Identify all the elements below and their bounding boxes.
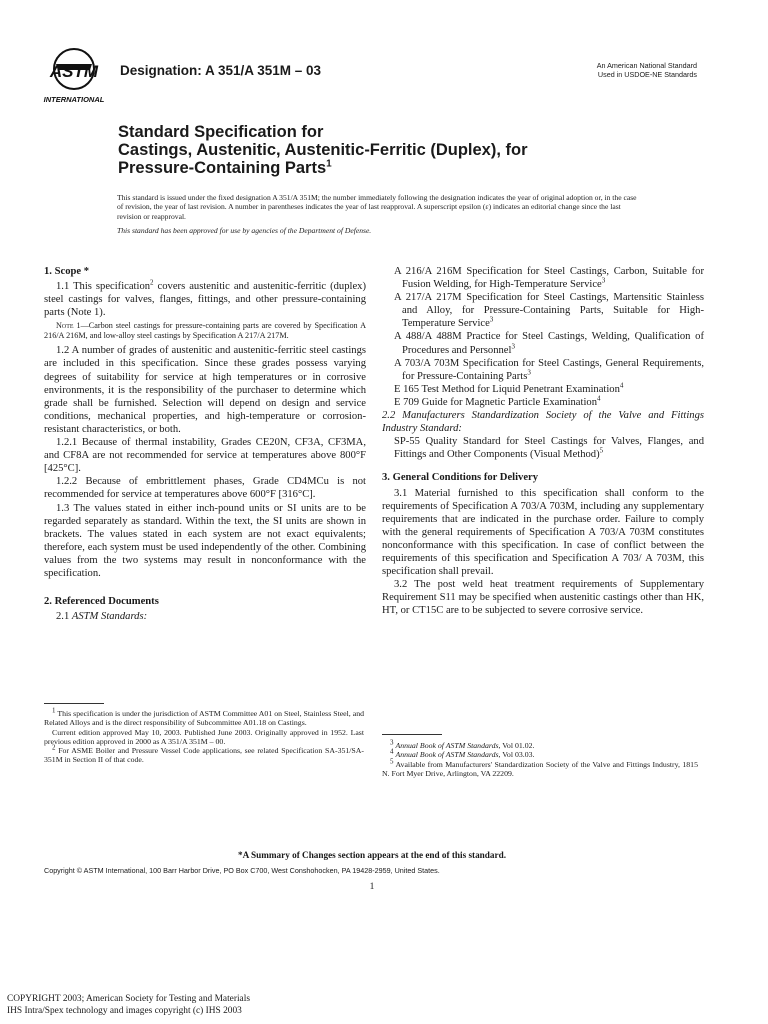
section-3-heading: 3. General Conditions for Delivery — [382, 472, 539, 484]
para-1-3: 1.3 The values stated in either inch-pound units or SI units are to be regarded separately as standard. Within the text, the SI units are shown in brackets. The values stated in each system are not exact equivalents; therefore, each system must be used independently of the other. Combining values from the two systems may result in nonconformance with the specification. — [44, 502, 366, 579]
para-2-2: 2.2 Manufacturers Standardization Society of the Valve and Fittings Industry Standard: — [382, 410, 704, 435]
document-title — [118, 123, 638, 177]
bottom-copyright-line2: IHS Intra/Spex technology and images copyright (c) IHS 2003 — [7, 1006, 242, 1016]
reference-item: A 703/A 703M Specification for Steel Castings, General Requirements, for Pressure-Containing Parts$^3$ — [394, 357, 704, 382]
footnote-1: $^1$ This specification is under the jurisdiction of ASTM Committee A01 on Steel, Stainless Steel, and Related Alloys and is the direct responsibility of Subcommittee A01.18 on Castings. — [44, 706, 364, 728]
title-footnote-ref: 1 — [326, 158, 332, 170]
footnote-2: $^2$ For ASME Boiler and Pressure Vessel Code applications, see related Specification SA-351/SA-351M in Section II of that code. — [44, 743, 364, 765]
footnote-rule-right — [382, 734, 442, 735]
section-2-heading: 2. Referenced Documents — [44, 596, 159, 608]
reference-item: E 165 Test Method for Liquid Penetrant Examination$^4$ — [394, 381, 624, 395]
para-1-2-2: 1.2.2 Because of embrittlement phases, Grade CD4MCu is not recommended for service at temperatures above 600°F [316°C]. — [44, 476, 366, 501]
bottom-copyright — [7, 993, 250, 1017]
reference-item: E 709 Guide for Magnetic Particle Examination$^4$ — [394, 394, 601, 408]
footnote-3: $^3$ Annual Book of ASTM Standards, Vol 01.02. — [390, 738, 535, 750]
reference-item: A 217/A 217M Specification for Steel Castings, Martensitic Stainless and Alloy, for Pressure-Containing Parts, Suitable for High-Temperature Service$^3$ — [394, 292, 704, 330]
title-line2: Castings, Austenitic, Austenitic-Ferritic (Duplex), for — [118, 141, 528, 159]
title-line3: Pressure-Containing Parts — [118, 159, 327, 177]
footnote-rule-left — [44, 703, 104, 704]
page-number: 1 — [369, 882, 375, 892]
notice-text: This standard is issued under the fixed designation A 351/A 351M; the number immediately following the designation indicates the year of original adoption or, in the case of revision, the year of last revision. A number in parentheses indicates the year of last reapproval. A superscript epsilon (ε) indicates an editorial change since the last revision or reapproval. — [117, 193, 637, 221]
footnotes-left — [44, 706, 364, 765]
para-3-1: 3.1 Material furnished to this specification shall conform to the requirements of Specification A 703/A 703M, including any supplementary requirements that are indicated in the purchase order. Failure to comply with the general requirements of Specification A 703/A 703M constitutes nonconformance with this specification. In case of conflict between the requirements of this specification and Specification A 703/ A 703M, this specification shall prevail. — [382, 487, 704, 578]
dod-approval: This standard has been approved for use by agencies of the Department of Defense. — [117, 226, 372, 236]
footnotes-right — [382, 738, 698, 778]
footnote-1-edition: Current edition approved May 10, 2003. Published June 2003. Originally approved in 1952. Last previous edition approved in 2000 as A 351/A 351M – 00. — [44, 727, 364, 746]
reference-item: A 216/A 216M Specification for Steel Castings, Carbon, Suitable for Fusion Welding, for High-Temperature Service$^3$ — [394, 266, 704, 291]
title-line1: Standard Specification for — [118, 123, 324, 141]
national-standard-line1: An American National Standard — [596, 61, 697, 70]
section-1-heading: 1. Scope * — [44, 266, 90, 277]
para-1-1: 1.1 This specification$^2$ covers austenitic and austenitic-ferritic (duplex) steel castings for valves, flanges, fittings, and other pressure-containing parts (Note 1). — [44, 278, 366, 319]
copyright-line: Copyright © ASTM International, 100 Barr Harbor Drive, PO Box C700, West Conshohocken, PA 19428-2959, United States. — [44, 866, 440, 875]
astm-reference-list — [382, 265, 704, 409]
reference-item: A 488/A 488M Practice for Steel Castings, Welding, Qualification of Procedures and Personnel$^3$ — [394, 331, 704, 356]
right-column — [382, 265, 704, 617]
standard-notice — [117, 193, 637, 236]
summary-of-changes-note: *A Summary of Changes section appears at the end of this standard. — [238, 850, 506, 860]
national-standard-note — [597, 62, 697, 79]
para-2-1: 2.1 ASTM Standards: — [56, 611, 148, 623]
logo-text: INTERNATIONAL — [43, 95, 105, 104]
footnote-5: $^5$ Available from Manufacturers' Standardization Society of the Valve and Fittings Industry, 1815 N. Fort Myer Drive, Arlington, VA 22209. — [382, 757, 698, 778]
para-1-2-1: 1.2.1 Because of thermal instability, Grades CE20N, CF3A, CF3MA, and CF8A are not recommended for service at temperatures above 800°F [425°C]. — [44, 437, 366, 475]
note-1: Note 1—Carbon steel castings for pressure-containing parts are covered by Specification A 216/A 216M, and low-alloy steel castings by Specification A 217/A 217M. — [44, 321, 366, 341]
national-standard-line2: Used in USDOE-NE Standards — [597, 69, 697, 79]
designation: Designation: A 351/A 351M – 03 — [120, 63, 322, 78]
para-1-2: 1.2 A number of grades of austenitic and austenitic-ferritic steel castings are included in this specification. Since these grades possess varying degrees of suitability for service at high temperatures or in corrosive environments, it is the responsibility of the purchaser to determine which grade shall be furnished. Selection will depend on design and service conditions, mechanical properties, and high-temperature or corrosion-resistant characteristics, or both. — [44, 345, 366, 435]
bottom-copyright-line1: COPYRIGHT 2003; American Society for Testing and Materials — [7, 994, 250, 1004]
para-3-2: 3.2 The post weld heat treatment requirements of Supplementary Requirement S11 may be specified when austenitic castings other than HK, HT, or CT15C are to be subjected to severe corrosive service. — [382, 579, 704, 617]
svg-text:ASTM: ASTM — [49, 62, 99, 81]
sp55-reference: SP-55 Quality Standard for Steel Castings for Valves, Flanges, and Fittings and Other Components (Visual Method)$^5$ — [394, 436, 704, 461]
left-column — [44, 265, 366, 623]
astm-logo-icon — [36, 44, 112, 106]
footnote-4: $^4$ Annual Book of ASTM Standards, Vol 03.03. — [390, 747, 535, 760]
